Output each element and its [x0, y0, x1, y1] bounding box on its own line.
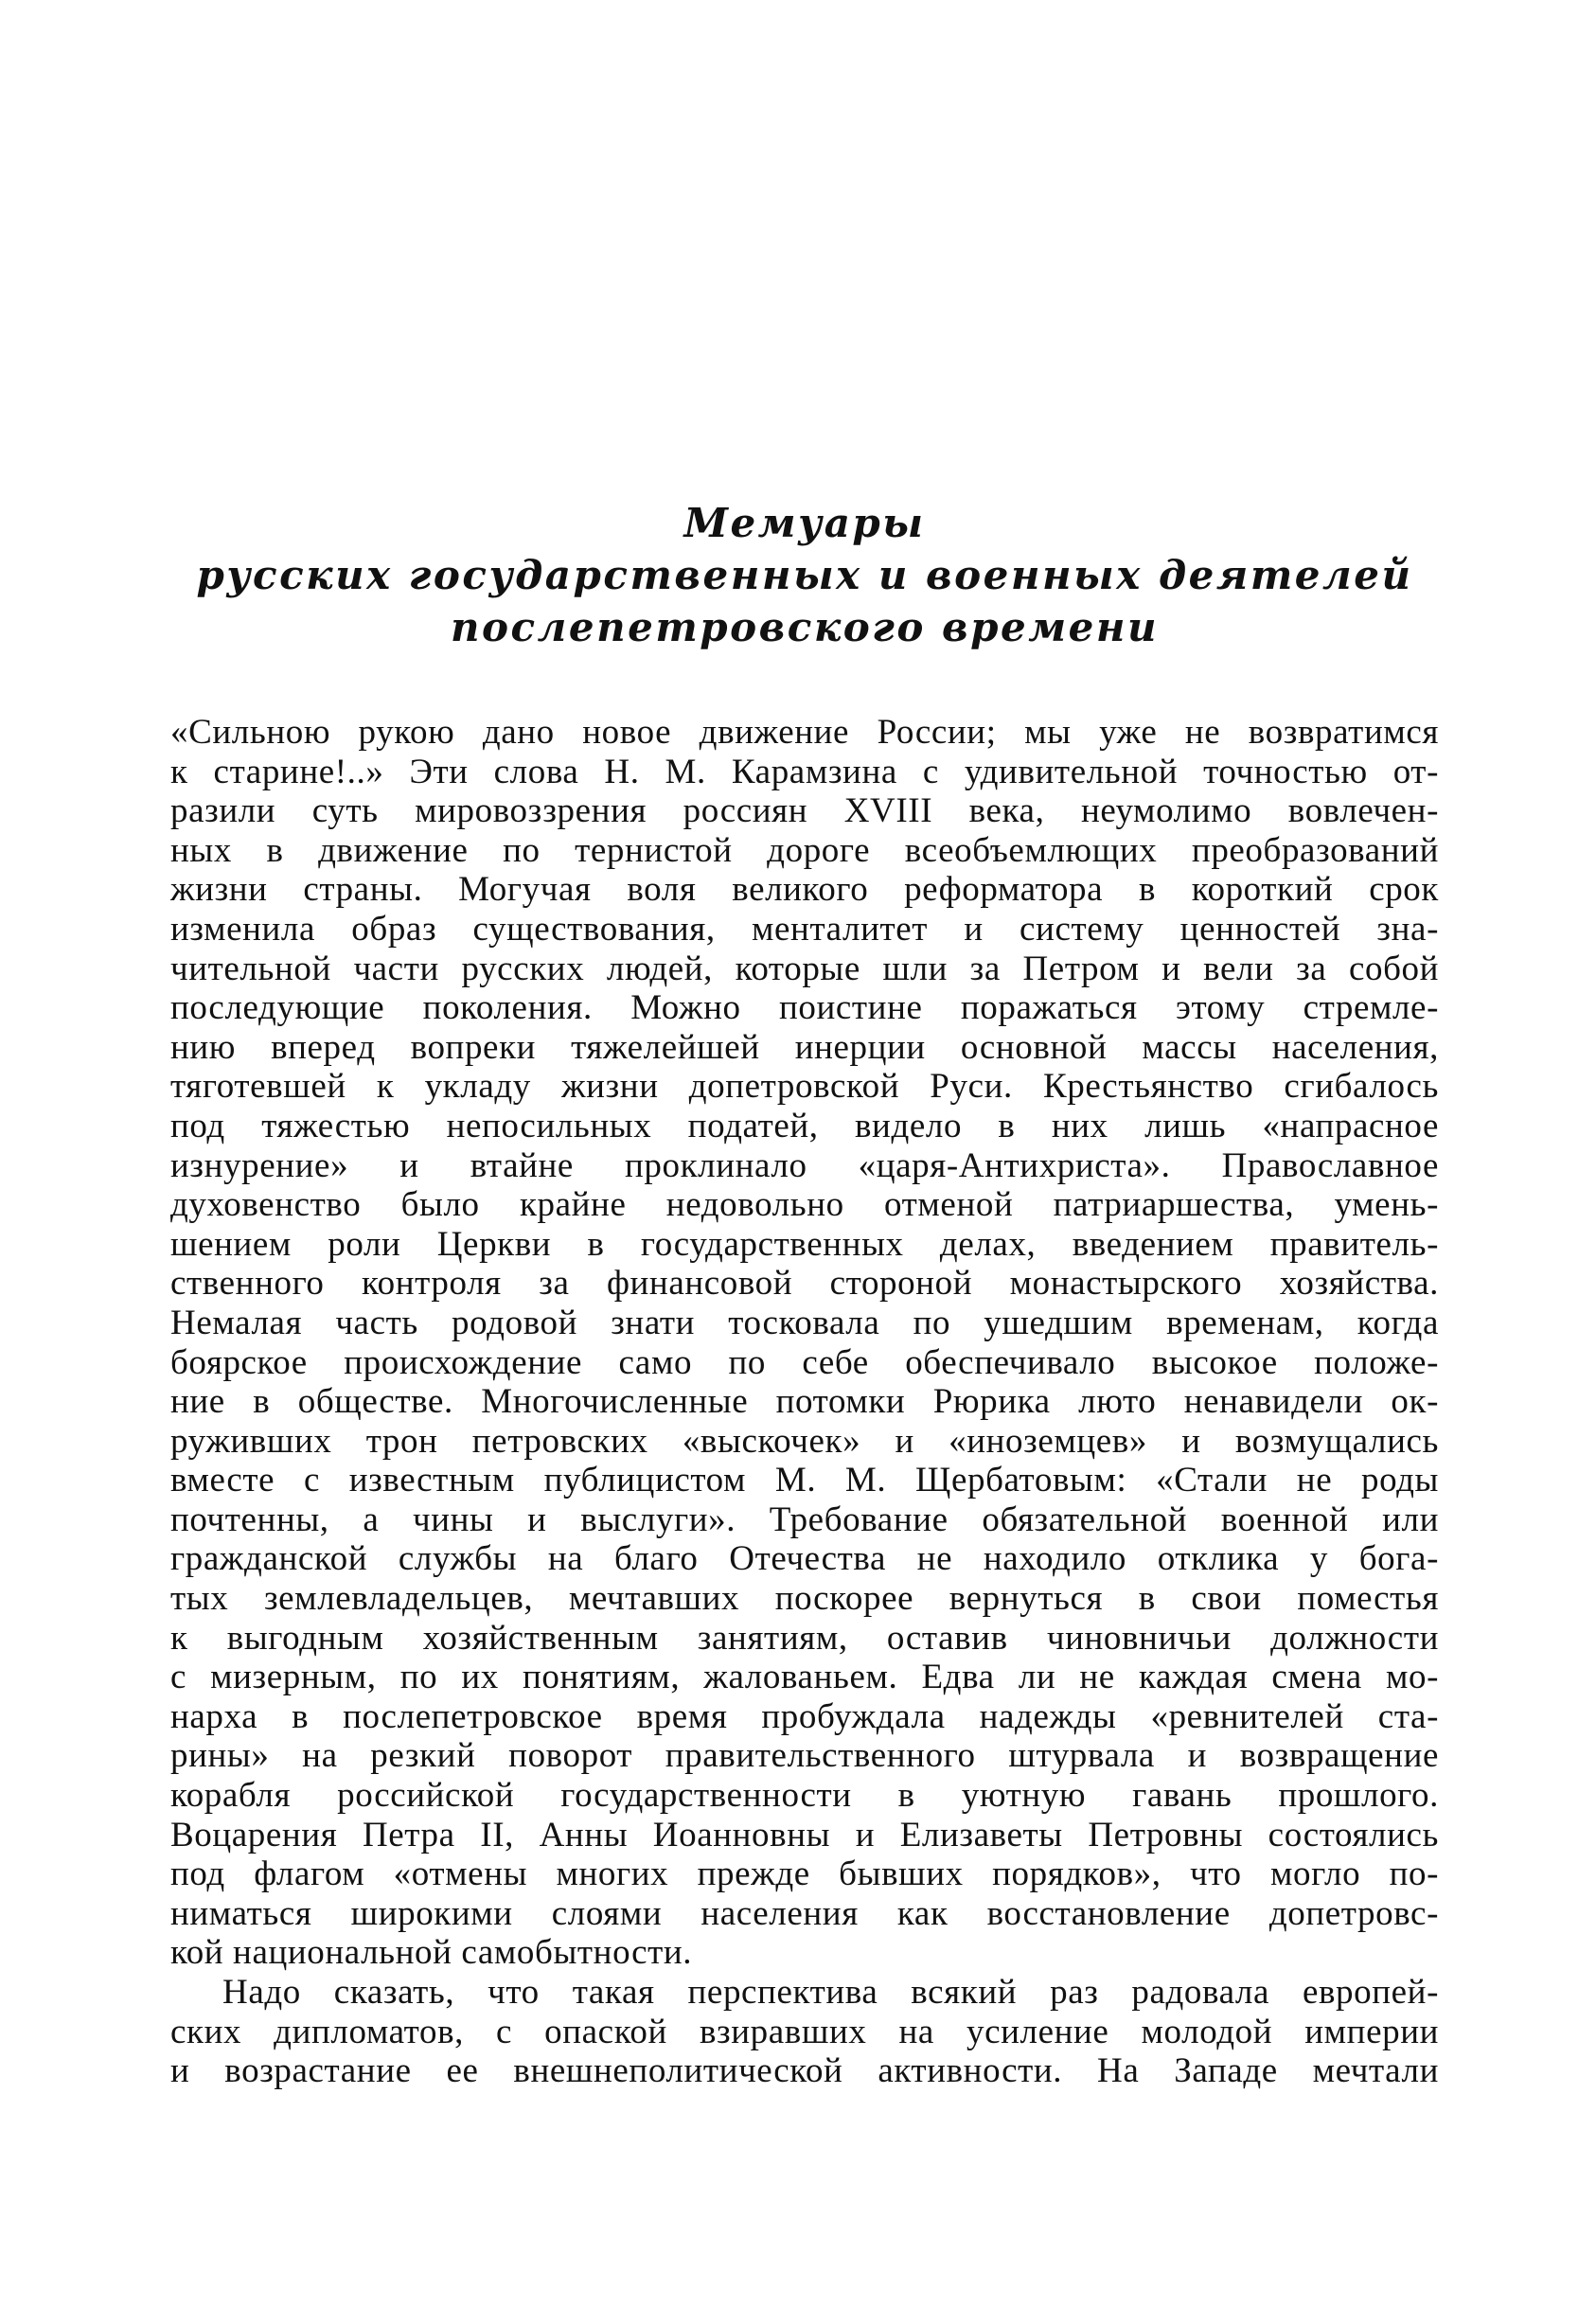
text-line: почтенны, а чины и выслуги». Требование обязательной военной или — [170, 1500, 1439, 1539]
text-line: к выгодным хозяйственным занятиям, оставив чиновничьи должности — [170, 1618, 1439, 1658]
text-line: ние в обществе. Многочисленные потомки Рюрика люто ненавидели ок- — [170, 1382, 1439, 1422]
text-line: шением роли Церкви в государственных делах, введением правитель- — [170, 1224, 1439, 1264]
body-text — [170, 713, 1439, 2091]
text-line: ских дипломатов, с опаской взиравших на усиление молодой империи — [170, 2012, 1439, 2051]
text-line: жизни страны. Могучая воля великого реформатора в короткий срок — [170, 870, 1439, 910]
text-line: духовенство было крайне недовольно отменой патриаршества, умень- — [170, 1185, 1439, 1225]
text-line: Воцарения Петра II, Анны Иоанновны и Елизаветы Петровны состоялись — [170, 1815, 1439, 1854]
paragraph-2 — [170, 1973, 1439, 2091]
text-line: ственного контроля за финансовой стороной монастырского хозяйства. — [170, 1264, 1439, 1304]
text-line: боярское происхождение само по себе обеспечивало высокое положе- — [170, 1342, 1439, 1382]
text-line: руживших трон петровских «выскочек» и «иноземцев» и возмущались — [170, 1421, 1439, 1461]
text-line: и возрастание ее внешнеполитической активности. На Западе мечтали — [170, 2051, 1439, 2091]
text-line: тяготевшей к укладу жизни допетровской Руси. Крестьянство сгибалось — [170, 1067, 1439, 1107]
title-line-3: послепетровского времени — [451, 604, 1159, 650]
text-line: ниматься широкими слоями населения как восстановление допетровс- — [170, 1893, 1439, 1933]
text-line: «Сильною рукою дано новое движение России; мы уже не возвратимся — [170, 713, 1439, 752]
text-line: вместе с известным публицистом М. М. Щербатовым: «Стали не роды — [170, 1461, 1439, 1500]
title-line-1: Мемуары — [683, 500, 926, 546]
text-line: нию вперед вопреки тяжелейшей инерции основной массы населения, — [170, 1027, 1439, 1067]
text-line: последующие поколения. Можно поистине поражаться этому стремле- — [170, 988, 1439, 1028]
text-line: разили суть мировоззрения россиян XVIII века, неумолимо вовлечен- — [170, 791, 1439, 831]
text-line: с мизерным, по их понятиям, жалованьем. Едва ли не каждая смена мо- — [170, 1658, 1439, 1697]
text-line: под флагом «отмены многих прежде бывших порядков», что могло по- — [170, 1854, 1439, 1894]
text-line: под тяжестью непосильных податей, видело в них лишь «напрасное — [170, 1106, 1439, 1145]
text-line: тых землевладельцев, мечтавших поскорее вернуться в свои поместья — [170, 1579, 1439, 1619]
text-line: кой национальной самобытности. — [170, 1933, 693, 1973]
text-line: Надо сказать, что такая перспектива всякий раз радовала европей- — [222, 1973, 1439, 2012]
text-line: нарха в послепетровское время пробуждала надежды «ревнителей ста- — [170, 1696, 1439, 1736]
text-line: ных в движение по тернистой дороге всеобъемлющих преобразований — [170, 830, 1439, 870]
text-line: рины» на резкий поворот правительственного штурвала и возвращение — [170, 1736, 1439, 1776]
text-line: гражданской службы на благо Отечества не находило отклика у бога- — [170, 1539, 1439, 1579]
text-line: Немалая часть родовой знати тосковала по ушедшим временам, когда — [170, 1303, 1439, 1342]
text-line: к старине!..» Эти слова Н. М. Карамзина с удивительной точностью от- — [170, 752, 1439, 791]
text-line: корабля российской государственности в уютную гавань прошлого. — [170, 1776, 1439, 1816]
chapter-title — [170, 497, 1439, 653]
text-line: изнурение» и втайне проклинало «царя-Антихриста». Православное — [170, 1145, 1439, 1185]
text-line: изменила образ существования, менталитет и систему ценностей зна- — [170, 909, 1439, 949]
text-line: чительной части русских людей, которые шли за Петром и вели за собой — [170, 949, 1439, 988]
title-line-2: русских государственных и военных деятелей — [196, 552, 1413, 598]
paragraph-1 — [170, 713, 1439, 1973]
